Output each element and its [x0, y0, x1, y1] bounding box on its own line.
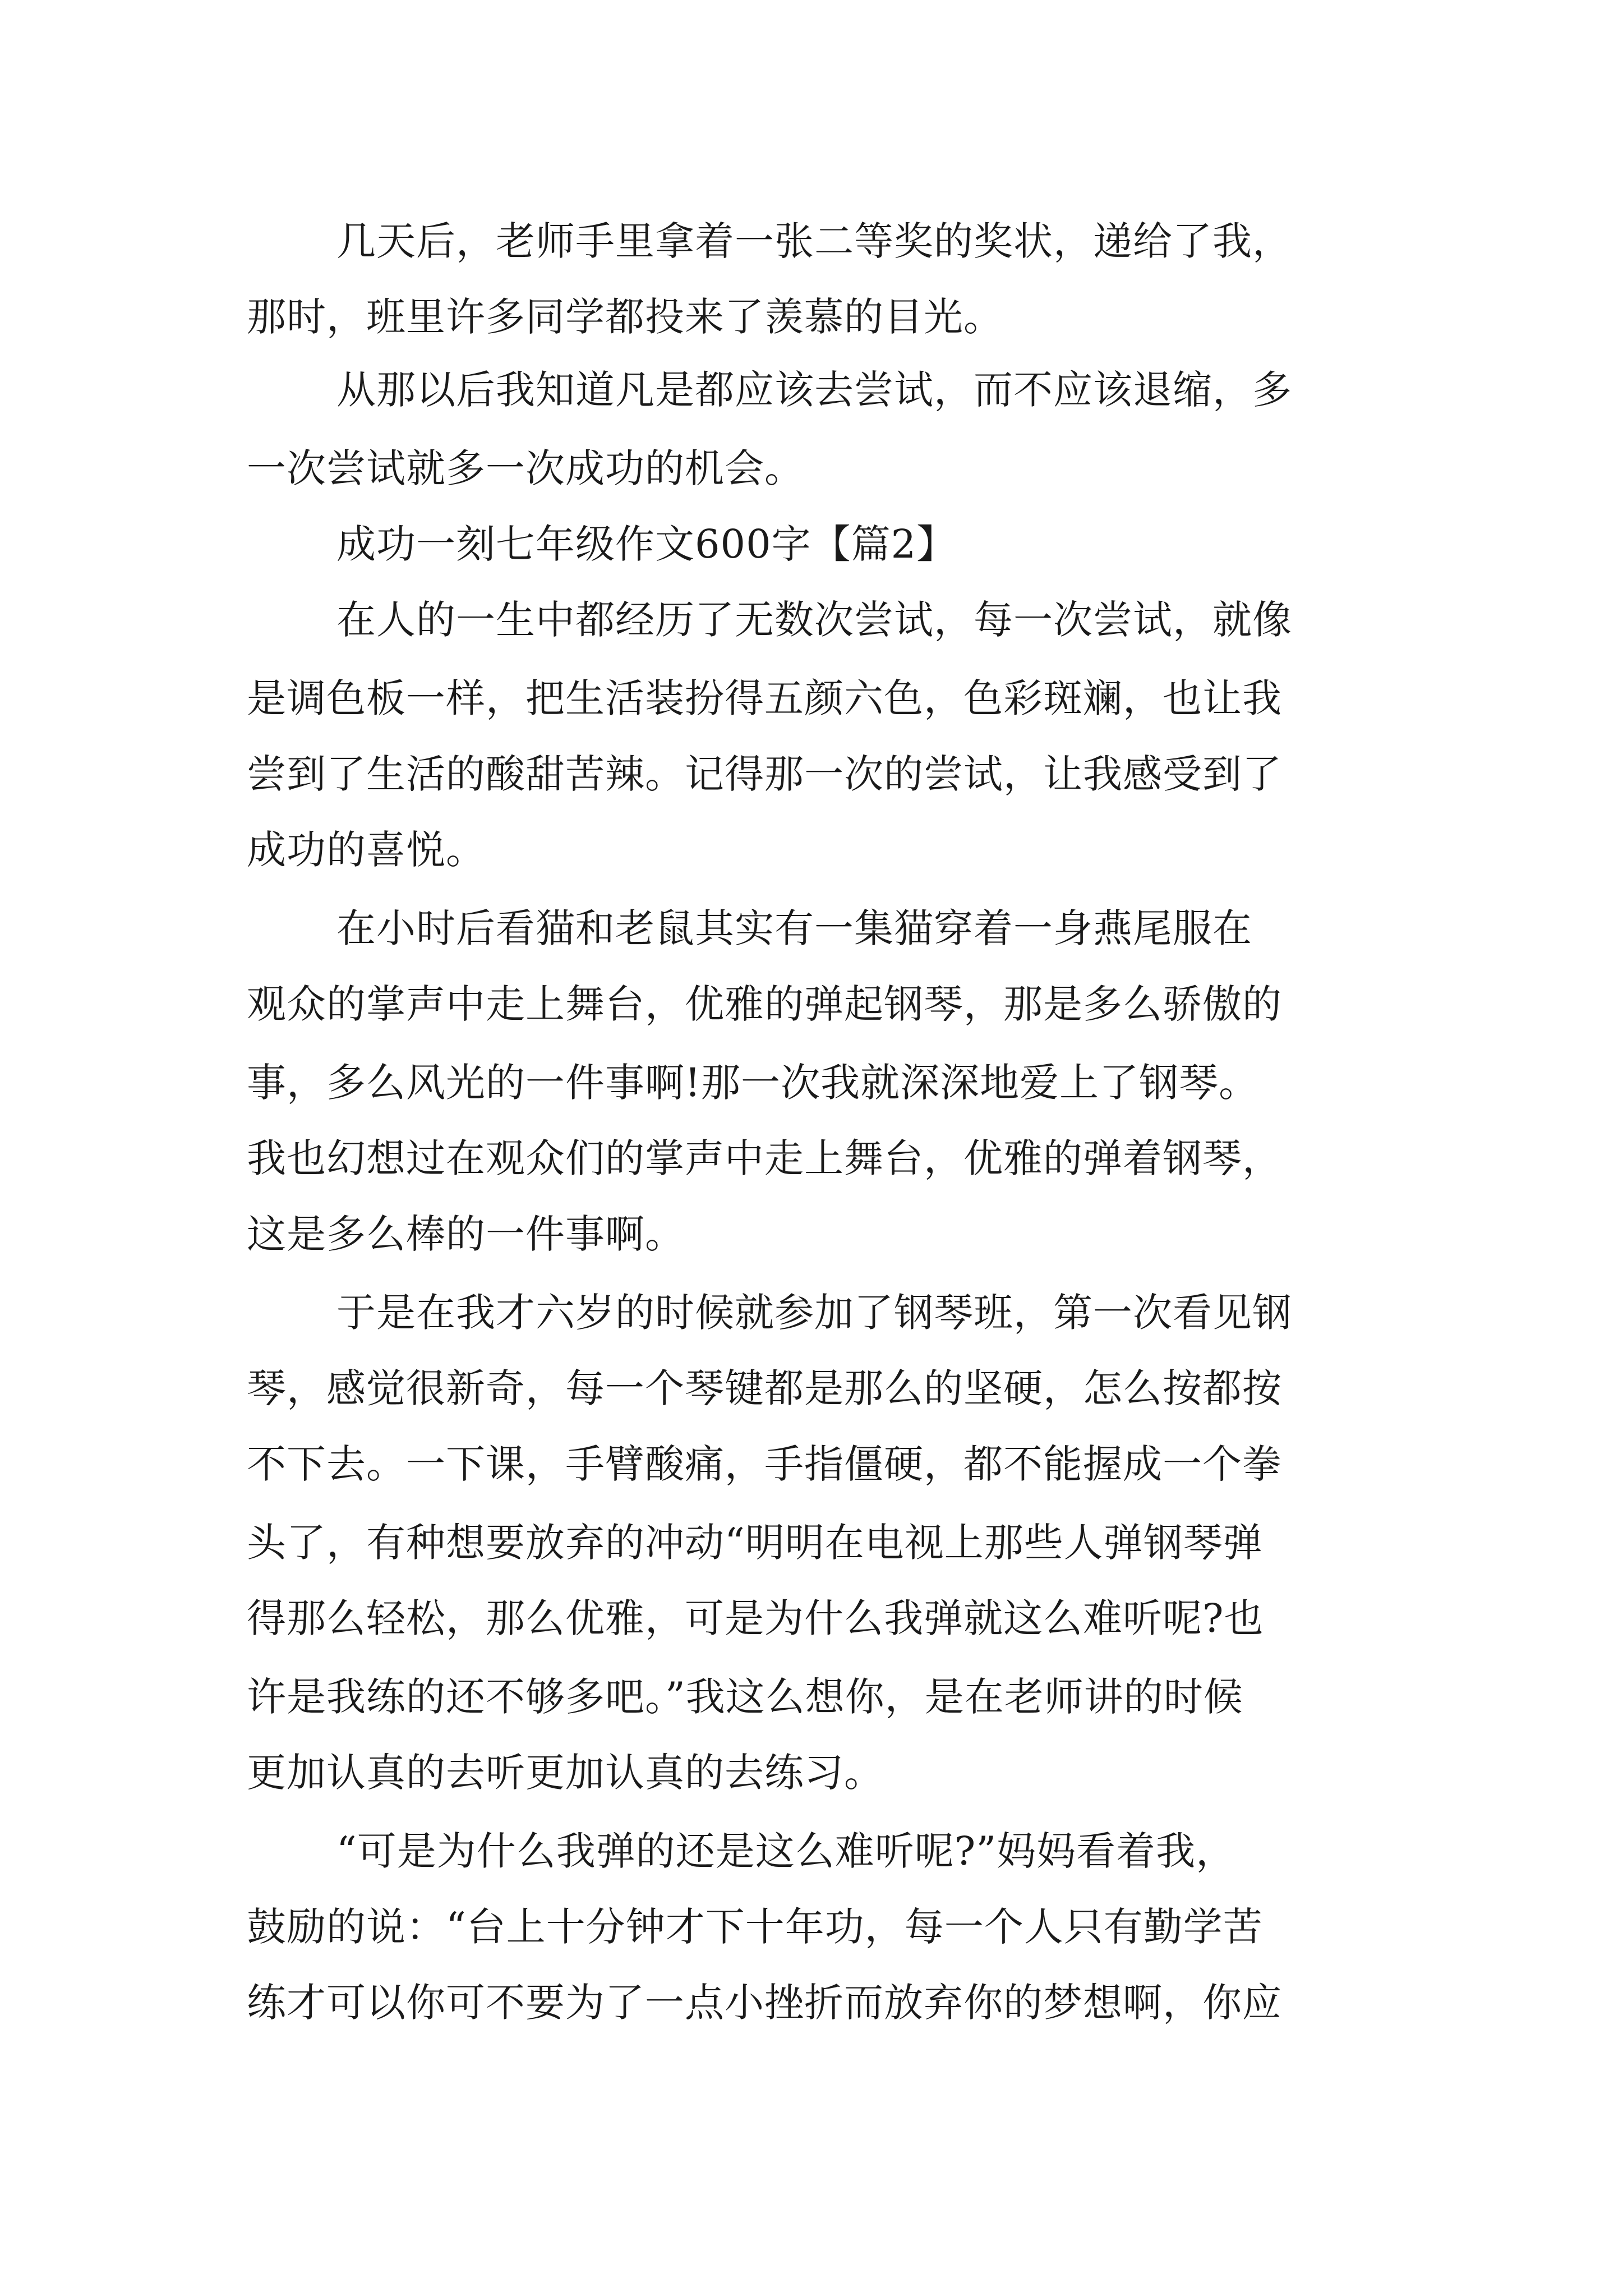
text-line: 得那么轻松，那么优雅，可是为什么我弹就这么难听呢?也 [247, 1595, 1264, 1641]
section-heading: 成功一刻七年级作文600字【篇2】 [336, 521, 957, 567]
text-line: 于是在我才六岁的时候就参加了钢琴班，第一次看见钢 [336, 1290, 1292, 1336]
text-line: 在人的一生中都经历了无数次尝试，每一次尝试，就像 [336, 597, 1292, 643]
text-line: 几天后，老师手里拿着一张二等奖的奖状，递给了我， [336, 218, 1292, 264]
text-line: 一次尝试就多一次成功的机会。 [247, 445, 804, 491]
text-line: 观众的掌声中走上舞台，优雅的弹起钢琴，那是多么骄傲的 [247, 981, 1282, 1027]
text-line: 琴，感觉很新奇，每一个琴键都是那么的坚硬，怎么按都按 [247, 1365, 1282, 1411]
text-line: 鼓励的说：“台上十分钟才下十年功，每一个人只有勤学苦 [247, 1904, 1263, 1950]
text-line: 从那以后我知道凡是都应该去尝试，而不应该退缩，多 [336, 367, 1292, 413]
text-line: 那时，班里许多同学都投来了羡慕的目光。 [247, 294, 1003, 340]
text-line: 练才可以你可不要为了一点小挫折而放弃你的梦想啊，你应 [247, 1980, 1282, 2026]
text-line: 更加认真的去听更加认真的去练习。 [247, 1750, 884, 1796]
text-line: 我也幻想过在观众们的掌声中走上舞台，优雅的弹着钢琴， [247, 1135, 1282, 1181]
text-line: 事，多么风光的一件事啊!那一次我就深深地爱上了钢琴。 [247, 1060, 1259, 1106]
text-line: 这是多么棒的一件事啊。 [247, 1211, 685, 1257]
text-line: 许是我练的还不够多吧。”我这么想你，是在老师讲的时候 [247, 1674, 1243, 1720]
text-line: 成功的喜悦。 [247, 827, 486, 873]
text-line: 尝到了生活的酸甜苦辣。记得那一次的尝试，让我感受到了 [247, 751, 1282, 797]
text-line: 在小时后看猫和老鼠其实有一集猫穿着一身燕尾服在 [336, 905, 1252, 951]
text-line: 是调色板一样，把生活装扮得五颜六色，色彩斑斓，也让我 [247, 675, 1282, 721]
text-line: 不下去。一下课，手臂酸痛，手指僵硬，都不能握成一个拳 [247, 1441, 1282, 1487]
text-line: “可是为什么我弹的还是这么难听呢?”妈妈看着我， [336, 1828, 1236, 1874]
text-line: 头了，有种想要放弃的冲动“明明在电视上那些人弹钢琴弹 [247, 1520, 1263, 1566]
